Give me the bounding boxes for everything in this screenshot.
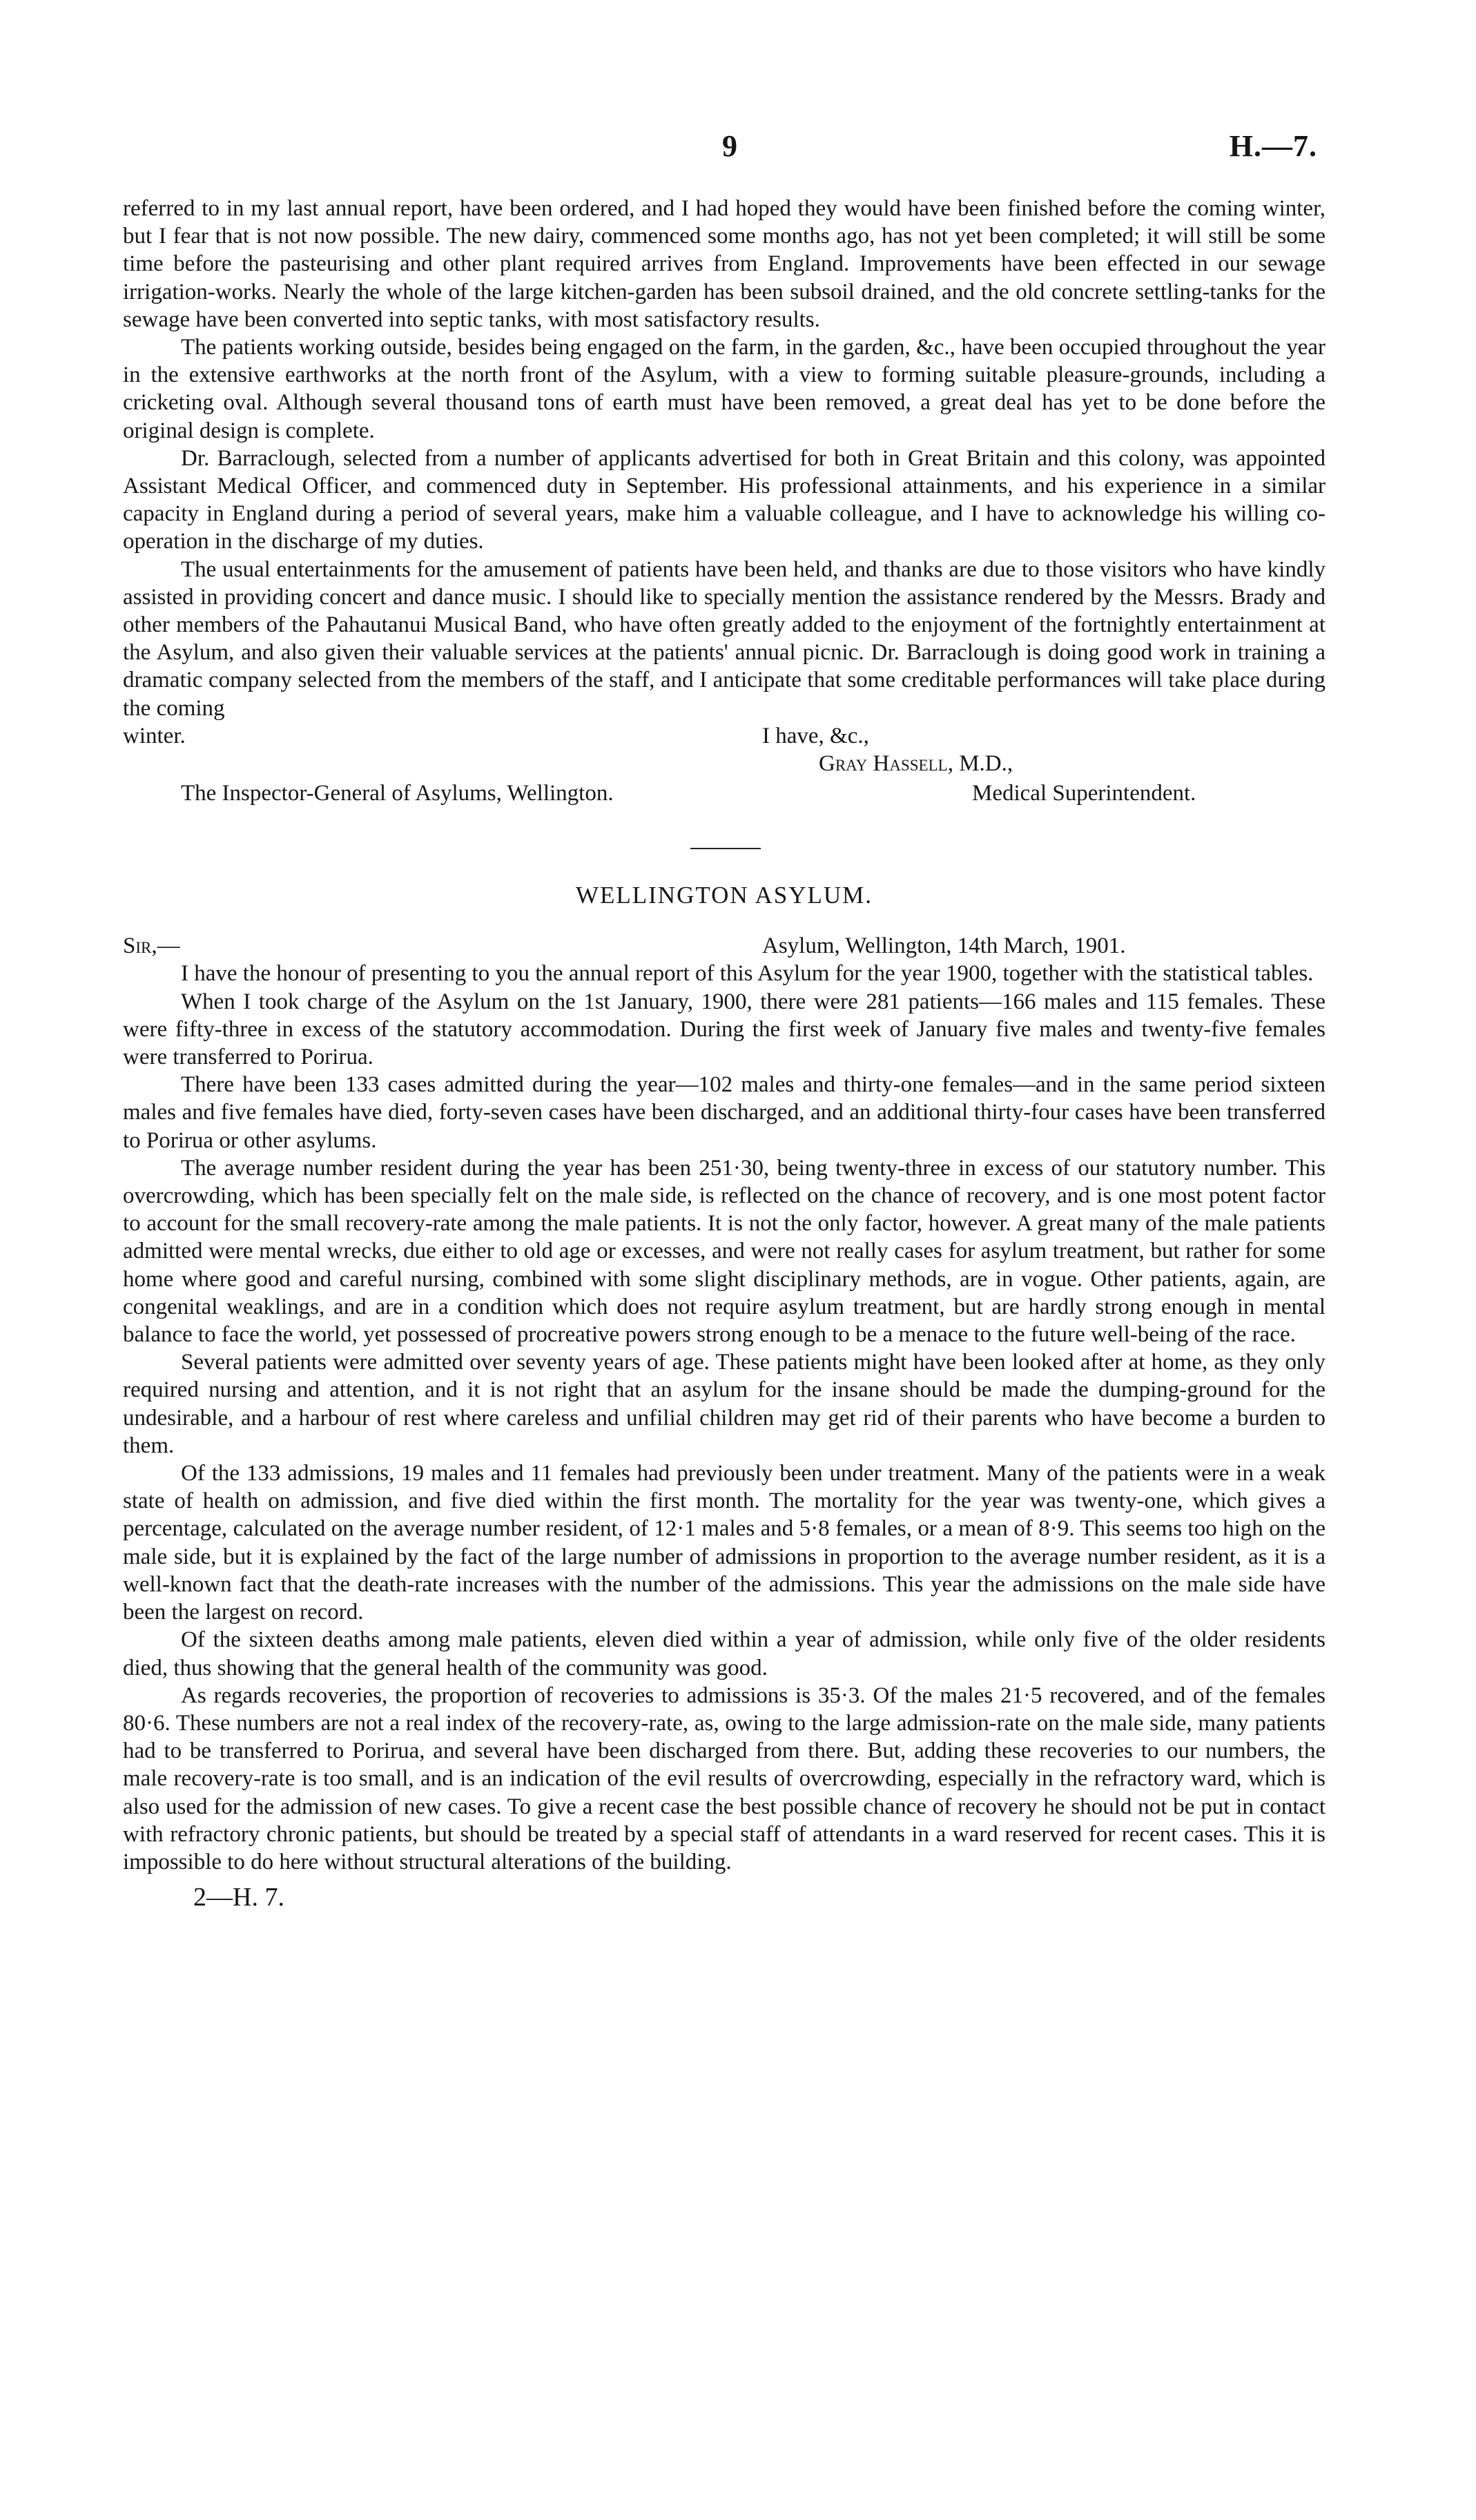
page-header xyxy=(0,128,1476,170)
page-content xyxy=(123,195,1326,1915)
addressee: The Inspector-General of Asylums, Wellington. xyxy=(181,781,614,806)
body-paragraph: I have the honour of presenting to you the annual report of this Asylum for the year 1900, together with the statistical tables. xyxy=(181,961,1314,987)
body-paragraph: Several patients were admitted over seventy years of age. These patients might have been looked after at home, as they only required nursing and attention, and it is not right that an asylum for the insane should be made the dumping-ground for the undesirable, and a harbour of rest where careless and unfilial children may get rid of their parents who have become a burden to them. xyxy=(123,1350,1326,1458)
body-paragraph: Dr. Barraclough, selected from a number of applicants advertised for both in Great Britain and this colony, was appointed Assistant Medical Officer, and commenced duty in September. His professional attainments, and his experience in a similar capacity in England during a period of several years, make him a valuable colleague, and I have to acknowledge his willing co-operation in the discharge of my duties. xyxy=(123,445,1326,554)
section-title: WELLINGTON ASYLUM. xyxy=(575,882,873,909)
body-paragraph: Of the 133 admissions, 19 males and 11 females had previously been under treatment. Many of the patients were in a weak state of health on admission, and five died within the first month. The mortality for the year was twenty-one, which gives a percentage, calculated on the average number resident, of 12·1 males and 5·8 females, or a mean of 8·9. This seems too high on the male side, but it is explained by the fact of the large number of admissions in proportion to the average number resident, as it is a well-known fact that the death-rate increases with the number of the admissions. This year the admissions on the male side have been the largest on record. xyxy=(123,1461,1326,1625)
body-paragraph: There have been 133 cases admitted during the year—102 males and thirty-one females—and in the same period sixteen males and five females have died, forty-seven cases have been discharged, and an additional thirty-four cases have been transferred to Porirua or other asylums. xyxy=(123,1072,1326,1153)
letter-closing xyxy=(123,722,1326,750)
body-paragraph: The patients working outside, besides being engaged on the farm, in the garden, &c., have been occupied throughout the year in the extensive earthworks at the north front of the Asylum, with a view to forming suitable pleasure-grounds, including a cricketing oval. Although several thousand tons of earth must have been removed, a great deal has yet to be done before the original design is complete. xyxy=(123,335,1326,443)
salutation: Sir,— xyxy=(123,933,180,959)
valediction: I have, &c., xyxy=(762,723,869,748)
body-paragraph: When I took charge of the Asylum on the 1st January, 1900, there were 281 patients—166 males and 115 females. These were fifty-three in excess of the statutory accommodation. During the first week of January five males and twenty-five females were transferred to Porirua. xyxy=(123,989,1326,1070)
dateline: Asylum, Wellington, 14th March, 1901. xyxy=(762,933,1126,959)
addressee-line xyxy=(123,777,1326,809)
body-paragraph: The usual entertainments for the amusement of patients have been held, and thanks are due to those visitors who have kindly assisted in providing concert and dance music. I should like to specially mention the assistance rendered by the Messrs. Brady and other members of the Pahautanui Musical Band, who have often greatly added to the enjoyment of the fortnightly entertainment at the Asylum, and also given their valuable services at the patients' annual picnic. Dr. Barraclough is doing good work in training a dramatic company selected from the members of the staff, and I anticipate that some creditable performances will take place during the coming xyxy=(123,556,1326,721)
sheet-reference: 2—H. 7. xyxy=(193,1883,284,1912)
salutation-line xyxy=(123,932,1326,960)
closing-word: winter. xyxy=(123,723,186,748)
document-reference: H.—7. xyxy=(1229,129,1317,163)
section-divider xyxy=(690,848,761,849)
body-paragraph: Of the sixteen deaths among male patients, eleven died within a year of admission, while only five of the older residents died, thus showing that the general health of the community was good. xyxy=(123,1627,1326,1680)
page-number: 9 xyxy=(722,129,737,163)
body-paragraph: The average number resident during the year has been 251·30, being twenty-three in excess of our statutory number. This overcrowding, which has been specially felt on the male side, is reflected on the chance of recovery, and is one most potent factor to account for the small recovery-rate among the male patients. It is not the only factor, however. A great many of the male patients admitted were mental wrecks, due either to old age or excesses, and were not really cases for asylum treatment, but rather for some home where good and careful nursing, combined with some slight disciplinary methods, are in vogue. Other patients, again, are congenital weaklings, and are in a condition which does not require asylum treatment, but are hardly strong enough in mental balance to face the world, yet possessed of procreative powers strong enough to be a menace to the future well-being of the race. xyxy=(123,1155,1326,1348)
body-paragraph: As regards recoveries, the proportion of recoveries to admissions is 35·3. Of the males 21·5 recovered, and of the females 80·6. These numbers are not a real index of the recovery-rate, as, owing to the large admission-rate on the male side, many patients had to be transferred to Porirua, and several have been discharged from there. But, adding these recoveries to our numbers, the male recovery-rate is too small, and is an indication of the evil results of overcrowding, especially in the refractory ward, which is also used for the admission of new cases. To give a recent case the best possible chance of recovery he should not be put in contact with refractory chronic patients, but should be treated by a special staff of attendants in a ward reserved for recent cases. This it is impossible to do here without structural alterations of the building. xyxy=(123,1683,1326,1874)
signer-title: Medical Superintendent. xyxy=(972,781,1196,806)
body-paragraph: referred to in my last annual report, have been ordered, and I had hoped they would have been finished before the coming winter, but I fear that is not now possible. The new dairy, commenced some months ago, has not yet been completed; it will still be some time before the pasteurising and other plant required arrives from England. Improvements have been effected in our sewage irrigation-works. Nearly the whole of the large kitchen-garden has been subsoil drained, and the old concrete settling-tanks for the sewage have been converted into septic tanks, with most satisfactory results. xyxy=(123,196,1326,332)
signature-name: Gray Hassell, M.D., xyxy=(819,751,1013,777)
